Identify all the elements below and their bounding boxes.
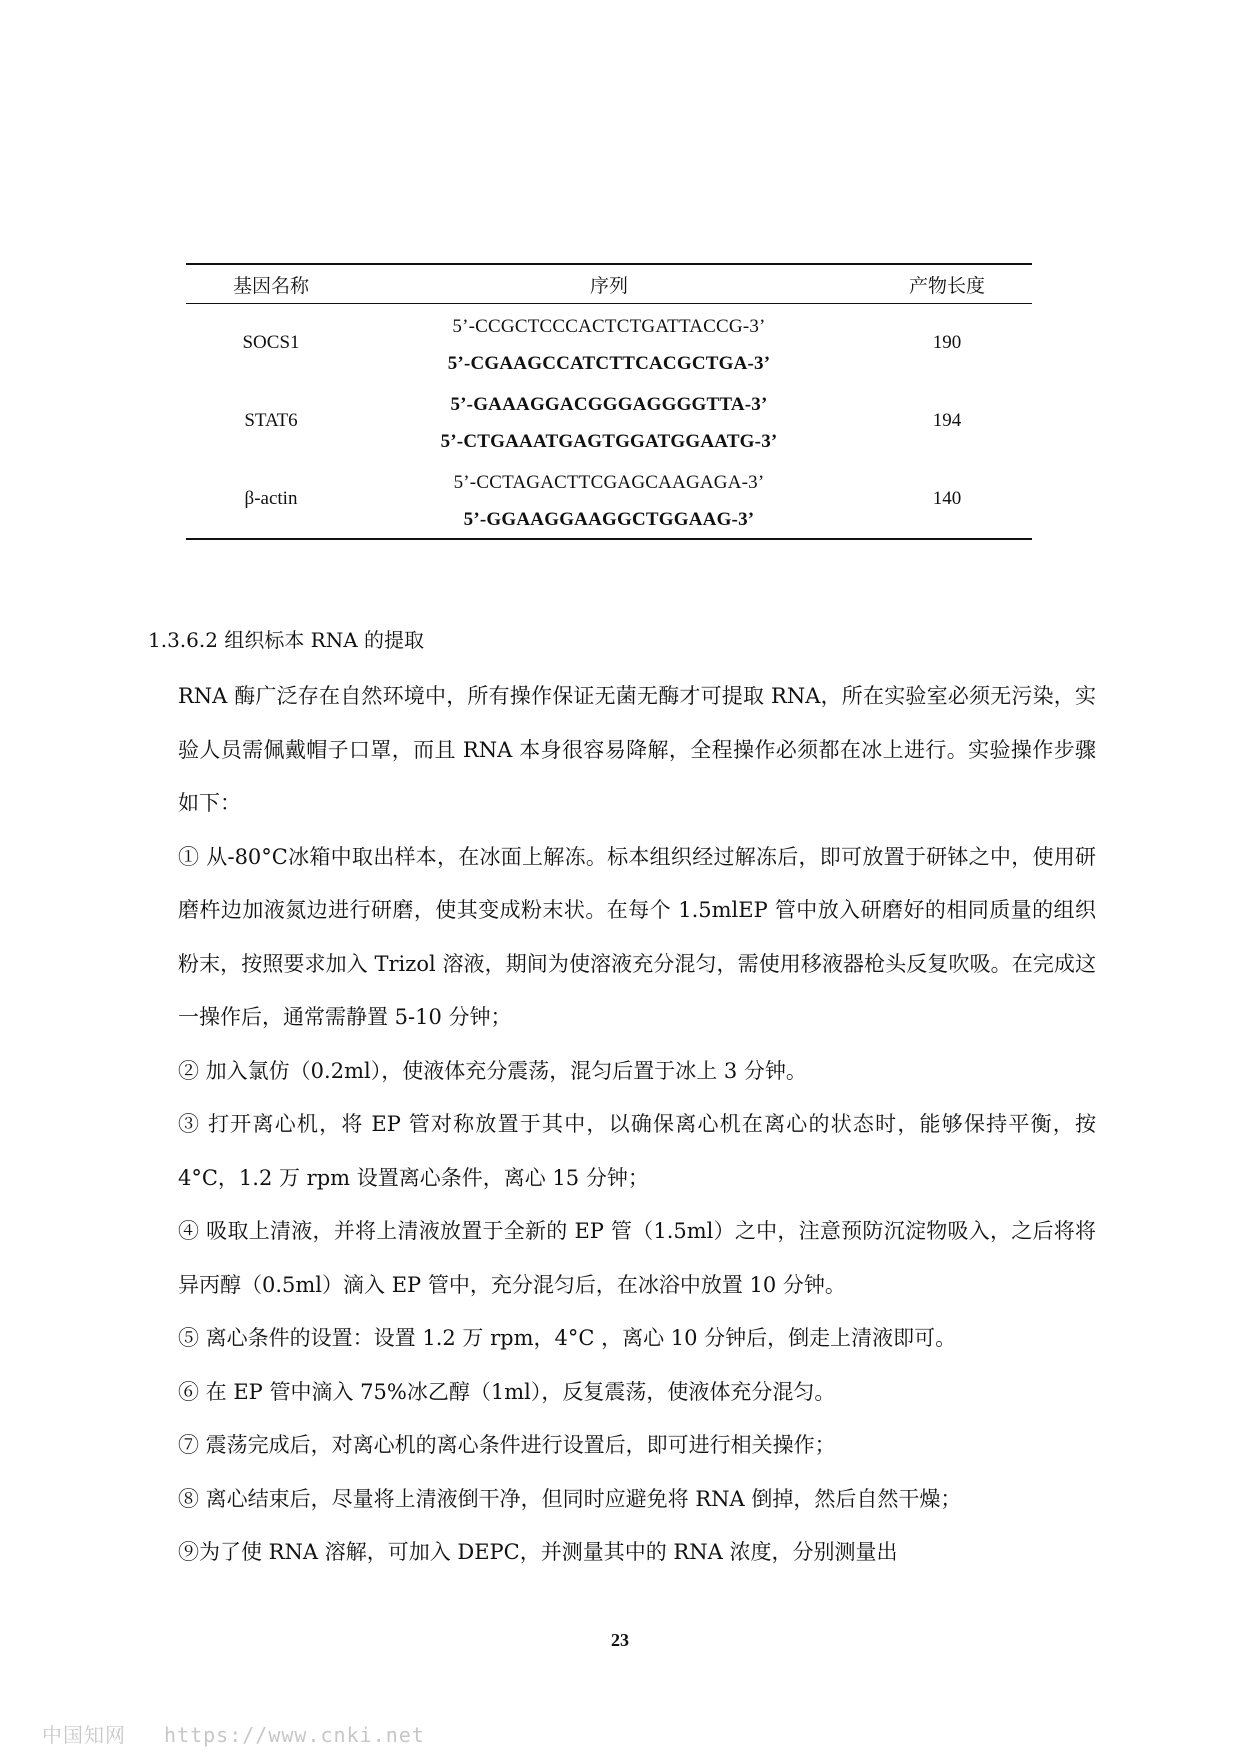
watermark-site: 中国知网 <box>42 1723 126 1747</box>
paragraph-step-6: ⑥ 在 EP 管中滴入 75%冰乙醇（1ml），反复震荡，使液体充分混匀。 <box>178 1379 836 1404</box>
paragraph-step-5: ⑤ 离心条件的设置：设置 1.2 万 rpm，4°C ，离心 10 分钟后，倒走上清液即可。 <box>178 1326 957 1350</box>
paragraph-step-3: ③ 打开离心机，将 EP 管对称放置于其中，以确保离心机在离心的状态时，能够保持平衡，按 4°C，1.2 万 rpm 设置离心条件，离心 15 分钟； <box>178 1112 1096 1190</box>
paragraph-step-9: ⑨为了使 RNA 溶解，可加入 DEPC，并测量其中的 RNA 浓度，分别测量出 <box>178 1540 898 1564</box>
gene-name-cell: SOCS1 <box>242 332 300 353</box>
table-row <box>186 382 1032 423</box>
header-sequence: 序列 <box>356 264 862 304</box>
paragraph-step-2: ② 加入氯仿（0.2ml），使液体充分震荡，混匀后置于冰上 3 分钟。 <box>178 1058 807 1083</box>
sequence-reverse-cell: 5’-CGAAGCCATCTTCACGCTGA-3’ <box>447 352 771 374</box>
header-gene-name: 基因名称 <box>186 264 356 304</box>
sequence-reverse-cell: 5’-GGAAGGAAGGCTGGAAG-3’ <box>356 501 862 539</box>
table-header-row <box>186 264 1032 304</box>
watermark <box>42 1719 425 1748</box>
body-text <box>178 670 1096 1580</box>
page-number: 23 <box>611 1630 629 1650</box>
paragraph-step-7: ⑦ 震荡完成后，对离心机的离心条件进行设置后，即可进行相关操作； <box>178 1433 836 1457</box>
paragraph-step-8: ⑧ 离心结束后，尽量将上清液倒干净，但同时应避免将 RNA 倒掉，然后自然干燥； <box>178 1486 962 1511</box>
table-row <box>186 304 1032 346</box>
primer-table <box>186 263 1032 540</box>
sequence-forward-cell: 5’-GAAAGGACGGGAGGGGTTA-3’ <box>450 393 768 415</box>
table-row <box>186 460 1032 501</box>
sequence-forward-cell: 5’-CCTAGACTTCGAGCAAGAGA-3’ <box>453 471 765 493</box>
paragraph-step-1: ① 从-80°C冰箱中取出样本，在冰面上解冻。标本组织经过解冻后，即可放置于研钵之中，使用研磨杵边加液氮边进行研磨，使其变成粉末状。在每个 1.5mlEP 管中放入研磨好的相同质量的组织粉末，按照要求加入 Trizol 溶液，期间为使溶液充分混匀，需使用移液器枪头反复吹吸。在完成这一操作后，通常需静置 5-10 分钟； <box>178 844 1096 1029</box>
section-heading: 1.3.6.2 组织标本 RNA 的提取 <box>148 628 425 652</box>
header-product-length: 产物长度 <box>862 264 1032 304</box>
sequence-forward-cell: 5’-CCGCTCCCACTCTGATTACCG-3’ <box>452 315 766 337</box>
watermark-url: https://www.cnki.net <box>164 1723 425 1747</box>
paragraph-step-4: ④ 吸取上清液，并将上清液放置于全新的 EP 管（1.5ml）之中，注意预防沉淀物吸入，之后将将异丙醇（0.5ml）滴入 EP 管中，充分混匀后，在冰浴中放置 10 分钟。 <box>178 1219 1096 1297</box>
gene-name-cell: β-actin <box>186 460 356 539</box>
gene-name-cell: STAT6 <box>244 410 298 431</box>
sequence-reverse-cell: 5’-CTGAAATGAGTGGATGGAATG-3’ <box>440 430 778 452</box>
product-length-cell: 194 <box>932 410 962 431</box>
product-length-cell: 190 <box>932 332 962 353</box>
paragraph-intro: RNA 酶广泛存在自然环境中，所有操作保证无菌无酶才可提取 RNA，所在实验室必须无污染，实验人员需佩戴帽子口罩，而且 RNA 本身很容易降解，全程操作必须都在冰上进行。实验操作步骤如下： <box>178 684 1096 815</box>
product-length-cell: 140 <box>862 460 1032 539</box>
